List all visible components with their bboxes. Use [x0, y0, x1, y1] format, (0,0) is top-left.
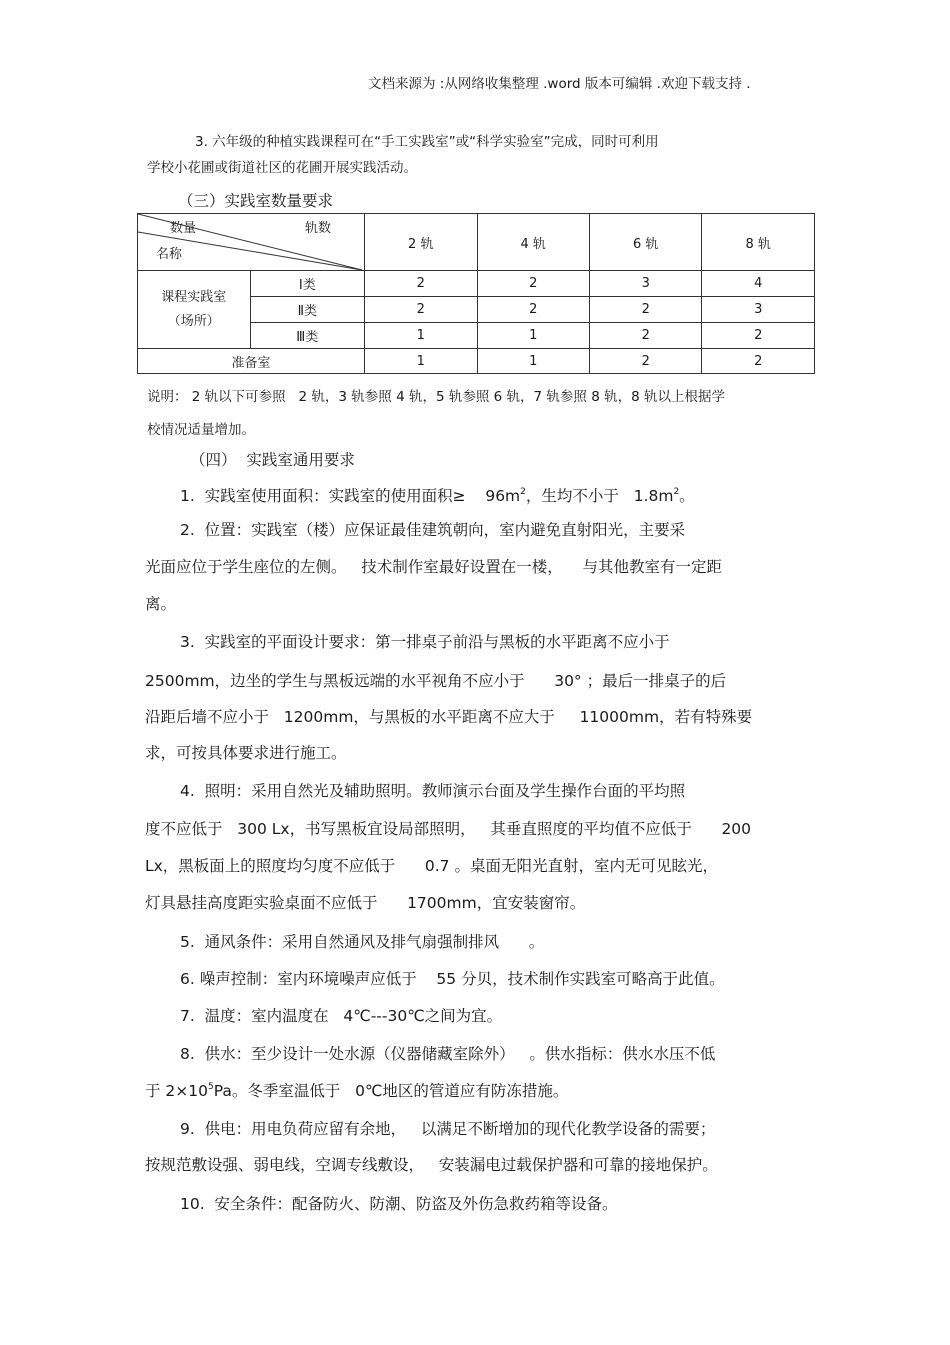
- table-cell: 2: [589, 323, 701, 349]
- corner-name-label: 名称: [156, 247, 183, 262]
- item-6: 6. 噪声控制：室内环境噪声应低于 55 分贝，技术制作实践室可略高于此值。: [180, 970, 725, 988]
- item-3-line-4: 求，可按具体要求进行施工。: [145, 744, 347, 762]
- col-header: 4 轨: [477, 214, 589, 271]
- corner-quantity-label: 数量: [170, 221, 197, 236]
- row-label: Ⅱ类: [250, 297, 364, 323]
- item-1: 1. 实践室使用面积：实践室的使用面积≥ $96m^2$，生均不小于 $1.8m^2$。: [180, 487, 695, 505]
- item-9-line-2: 按规范敷设强、弱电线，空调专线敷设， 安装漏电过载保护器和可靠的接地保护。: [145, 1156, 718, 1174]
- row-label: Ⅲ类: [250, 323, 364, 349]
- item-4-line-1: 4. 照明：采用自然光及辅助照明。教师演示台面及学生操作台面的平均照: [180, 782, 686, 800]
- row-label: Ⅰ类: [250, 271, 364, 297]
- item-7: 7. 温度：室内温度在 4℃---30℃之间为宜。: [180, 1007, 503, 1025]
- table-cell: 2: [365, 271, 477, 297]
- table-cell: 2: [589, 349, 701, 374]
- item-3-line-2: 2500mm，边坐的学生与黑板远端的水平视角不应小于 30° ；最后一排桌子的后: [145, 672, 727, 690]
- item-3-line-1: 3. 实践室的平面设计要求：第一排桌子前沿与黑板的水平距离不应小于: [180, 633, 670, 651]
- item-2-line-2: 光面应位于学生座位的左侧。 技术制作室最好设置在一楼， 与其他教室有一定距: [145, 558, 722, 576]
- item-10: 10. 安全条件：配备防火、防潮、防盗及外伤急救药箱等设备。: [180, 1195, 618, 1213]
- table-cell: 3: [589, 271, 701, 297]
- table-cell: 2: [365, 297, 477, 323]
- item-5: 5. 通风条件：采用自然通风及排气扇强制排风 。: [180, 933, 545, 951]
- note-line-2: 校情况适量增加。: [147, 422, 255, 438]
- practice-room-table: [137, 213, 815, 374]
- item-2-line-3: 离。: [145, 595, 177, 613]
- table-cell: 2: [702, 349, 815, 374]
- table-cell: 1: [477, 349, 589, 374]
- table-cell: 1: [477, 323, 589, 349]
- table-cell: 1: [365, 349, 477, 374]
- page-header: 文档来源为 :从网络收集整理 .word 版本可编辑 .欢迎下载支持 .: [368, 76, 751, 92]
- table-cell: 1: [365, 323, 477, 349]
- table-cell: 2: [477, 271, 589, 297]
- table-corner-cell: [138, 214, 365, 271]
- item-9-line-1: 9. 供电：用电负荷应留有余地， 以满足不断增加的现代化教学设备的需要；: [180, 1120, 716, 1138]
- table-cell: 4: [702, 271, 815, 297]
- item-3-line-3: 沿距后墙不应小于 1200mm，与黑板的水平距离不应大于 11000mm，若有特殊要: [145, 708, 753, 726]
- course-room-group-cell: [138, 271, 251, 349]
- item-4-line-3: Lx，黑板面上的照度均匀度不应低于 0.7 。桌面无阳光直射，室内无可见眩光，: [145, 857, 718, 875]
- note-line-1: 说明： 2 轨以下可参照 2 轨，3 轨参照 4 轨，5 轨参照 6 轨，7 轨参照 8 轨，8 轨以上根据学: [147, 389, 725, 405]
- corner-tracks-label: 轨数: [305, 221, 332, 236]
- group-label-line-2: （场所）: [167, 313, 220, 329]
- item-8-line-2: 于 $2\times 10^5Pa$。冬季室温低于 0℃地区的管道应有防冻措施。: [145, 1082, 569, 1100]
- item-4-line-4: 灯具悬挂高度距实验桌面不应低于 1700mm，宜安装窗帘。: [145, 894, 586, 912]
- table-cell: 2: [702, 323, 815, 349]
- section-3-title: （三）实践室数量要求: [178, 192, 334, 210]
- group-label-line-1: 课程实践室: [161, 289, 227, 305]
- table-cell: 2: [589, 297, 701, 323]
- prep-room-label: 准备室: [138, 349, 365, 374]
- table-cell: 2: [477, 297, 589, 323]
- col-header: 2 轨: [365, 214, 477, 271]
- col-header: 8 轨: [702, 214, 815, 271]
- item-2-line-1: 2. 位置：实践室（楼）应保证最佳建筑朝向，室内避免直射阳光，主要采: [180, 521, 686, 539]
- item-8-line-1: 8. 供水：至少设计一处水源（仪器储藏室除外） 。供水指标：供水水压不低: [180, 1045, 716, 1063]
- section-4-title: （四） 实践室通用要求: [190, 451, 355, 469]
- col-header: 6 轨: [589, 214, 701, 271]
- item-4-line-2: 度不应低于 300 Lx，书写黑板宜设局部照明， 其垂直照度的平均值不应低于 200: [145, 820, 752, 838]
- table-cell: 3: [702, 297, 815, 323]
- intro-line-1: 3. 六年级的种植实践课程可在“手工实践室”或“科学实验室”完成，同时可利用: [195, 134, 659, 150]
- intro-line-2: 学校小花圃或街道社区的花圃开展实践活动。: [147, 160, 417, 176]
